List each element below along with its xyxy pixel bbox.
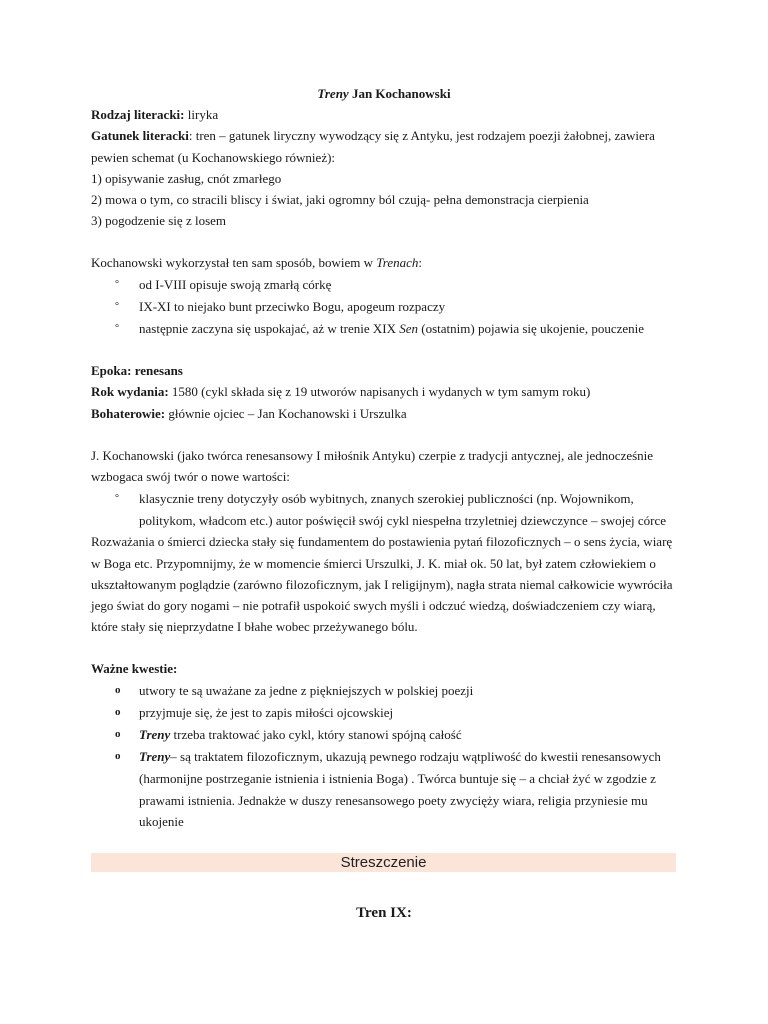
bullet-icon: ° [115, 279, 119, 290]
para2-line-4: jego świat do gory nogami – nie potrafił uspokoić swych myśli i odczuć wiedzą, doświadczeniem czy wiarą, [91, 598, 656, 613]
wazne-bullet-3-text: trzeba traktować jako cykl, który stanowi spójną całość [170, 727, 462, 742]
sposob-bullet-1: od I-VIII opisuje swoją zmarłą córkę [139, 277, 332, 292]
bullet-icon: o [115, 728, 121, 740]
sposob-bullet-3-italic: Sen [399, 321, 419, 336]
tren-heading: Tren IX: [356, 905, 412, 921]
title-rest: Jan Kochanowski [348, 86, 451, 101]
gatunek-line-1 [91, 128, 655, 144]
sposob-bullet-3-text-a: następnie zaczyna się uspokajać, aż w trenie XIX [139, 321, 400, 336]
schemat-item-3: 3) pogodzenie się z losem [91, 213, 227, 228]
bullet-icon: o [115, 750, 121, 762]
schemat-item-2: 2) mowa o tym, co stracili bliscy i świat, jaki ogromny ból czują- pełna demonstracja cierpienia [91, 192, 589, 207]
rok-value: 1580 (cykl składa się z 19 utworów napisanych i wydanych w tym samym roku) [168, 384, 591, 399]
gatunek-line-2: pewien schemat (u Kochanowskiego również): [91, 150, 336, 165]
para1-line-2: wzbogaca swój twór o nowe wartości: [91, 469, 290, 484]
wazne-bullet-4-italic: Treny [139, 749, 171, 764]
sposob-line [91, 255, 422, 271]
sposob-italic: Trenach [376, 255, 419, 270]
wazne-bullet-3-italic: Treny [139, 727, 171, 742]
wazne-bullet-4-text: – są traktatem filozoficznym, ukazują pewnego rodzaju wątpliwość do kwestii renesansowych [170, 749, 661, 764]
para2-line-1: Rozważania o śmierci dziecka stały się fundamentem do postawienia pytań filozoficznych – o sens życia, wiarę [91, 534, 673, 549]
document-title [0, 86, 768, 102]
schemat-item-1: 1) opisywanie zasług, cnót zmarłego [91, 171, 282, 186]
wazne-bullet-4-cont-2: prawami istnienia. Jednakże w duszy renesansowego poety zwycięży wiara, religia przyniesie mu [139, 793, 648, 808]
rodzaj-line [91, 107, 218, 123]
section-banner-title: Streszczenie [340, 854, 427, 871]
para1-line-1: J. Kochanowski (jako twórca renesansowy I miłośnik Antyku) czerpie z tradycji antycznej, ale jednocześnie [91, 448, 654, 463]
section-banner [91, 853, 676, 872]
title-italic: Treny [317, 86, 349, 101]
para2-line-3: ukształtowanym poglądzie (zarówno filozoficznym, jak I religijnym), nagła strata niemal całkowicie wywróciła [91, 577, 673, 592]
gatunek-text: : tren – gatunek liryczny wywodzący się z Antyku, jest rodzajem poezji żałobnej, zawiera [188, 128, 655, 143]
sposob-bullet-3 [139, 321, 644, 337]
gatunek-label: Gatunek literacki [91, 128, 189, 143]
wazne-bullet-4-cont-3: ukojenie [139, 814, 184, 829]
rok-line [91, 384, 590, 400]
bullet-icon: o [115, 684, 121, 696]
rodzaj-value: liryka [184, 107, 219, 122]
bullet-icon: o [115, 706, 121, 718]
wazne-bullet-4 [139, 749, 661, 765]
sposob-end: : [418, 255, 423, 270]
bullet-icon: ° [115, 493, 119, 504]
bohaterowie-value: głównie ojciec – Jan Kochanowski i Urszulka [165, 406, 407, 421]
sposob-bullet-3-text-b: (ostatnim) pojawia się ukojenie, pouczenie [418, 321, 645, 336]
sposob-bullet-2: IX-XI to niejako bunt przeciwko Bogu, apogeum rozpaczy [139, 299, 446, 314]
para2-line-5: które stały się nieprzydatne I błahe wobec przeżywanego bólu. [91, 619, 418, 634]
bullet-icon: ° [115, 323, 119, 334]
rok-label: Rok wydania: [91, 384, 169, 399]
bohaterowie-label: Bohaterowie: [91, 406, 166, 421]
bohaterowie-line [91, 406, 407, 422]
wazne-heading: Ważne kwestie: [91, 661, 178, 676]
para1-bullet-line-2: politykom, władcom etc.) autor poświęcił swój cykl niespełna trzyletniej dziewczynce – swojej córce [139, 513, 667, 528]
wazne-bullet-4-cont-1: (harmonijne postrzeganie istnienia i istnienia Boga) . Twórca buntuje się – a chciał żyć w zgodzie z [139, 771, 656, 786]
wazne-bullet-3 [139, 727, 462, 743]
sposob-text: Kochanowski wykorzystał ten sam sposób, bowiem w [91, 255, 377, 270]
rodzaj-label: Rodzaj literacki: [91, 107, 185, 122]
wazne-bullet-1: utwory te są uważane za jedne z piękniejszych w polskiej poezji [139, 683, 474, 698]
para1-bullet-line-1: klasycznie treny dotyczyły osób wybitnych, znanych szerokiej publiczności (np. Wojownikom, [139, 491, 634, 506]
para2-line-2: w Boga etc. Przypomnijmy, że w momencie śmierci Urszulki, J. K. miał ok. 50 lat, był zatem człowiekiem o [91, 556, 656, 571]
wazne-bullet-2: przyjmuje się, że jest to zapis miłości ojcowskiej [139, 705, 394, 720]
bullet-icon: ° [115, 301, 119, 312]
epoka-line: Epoka: renesans [91, 363, 183, 378]
